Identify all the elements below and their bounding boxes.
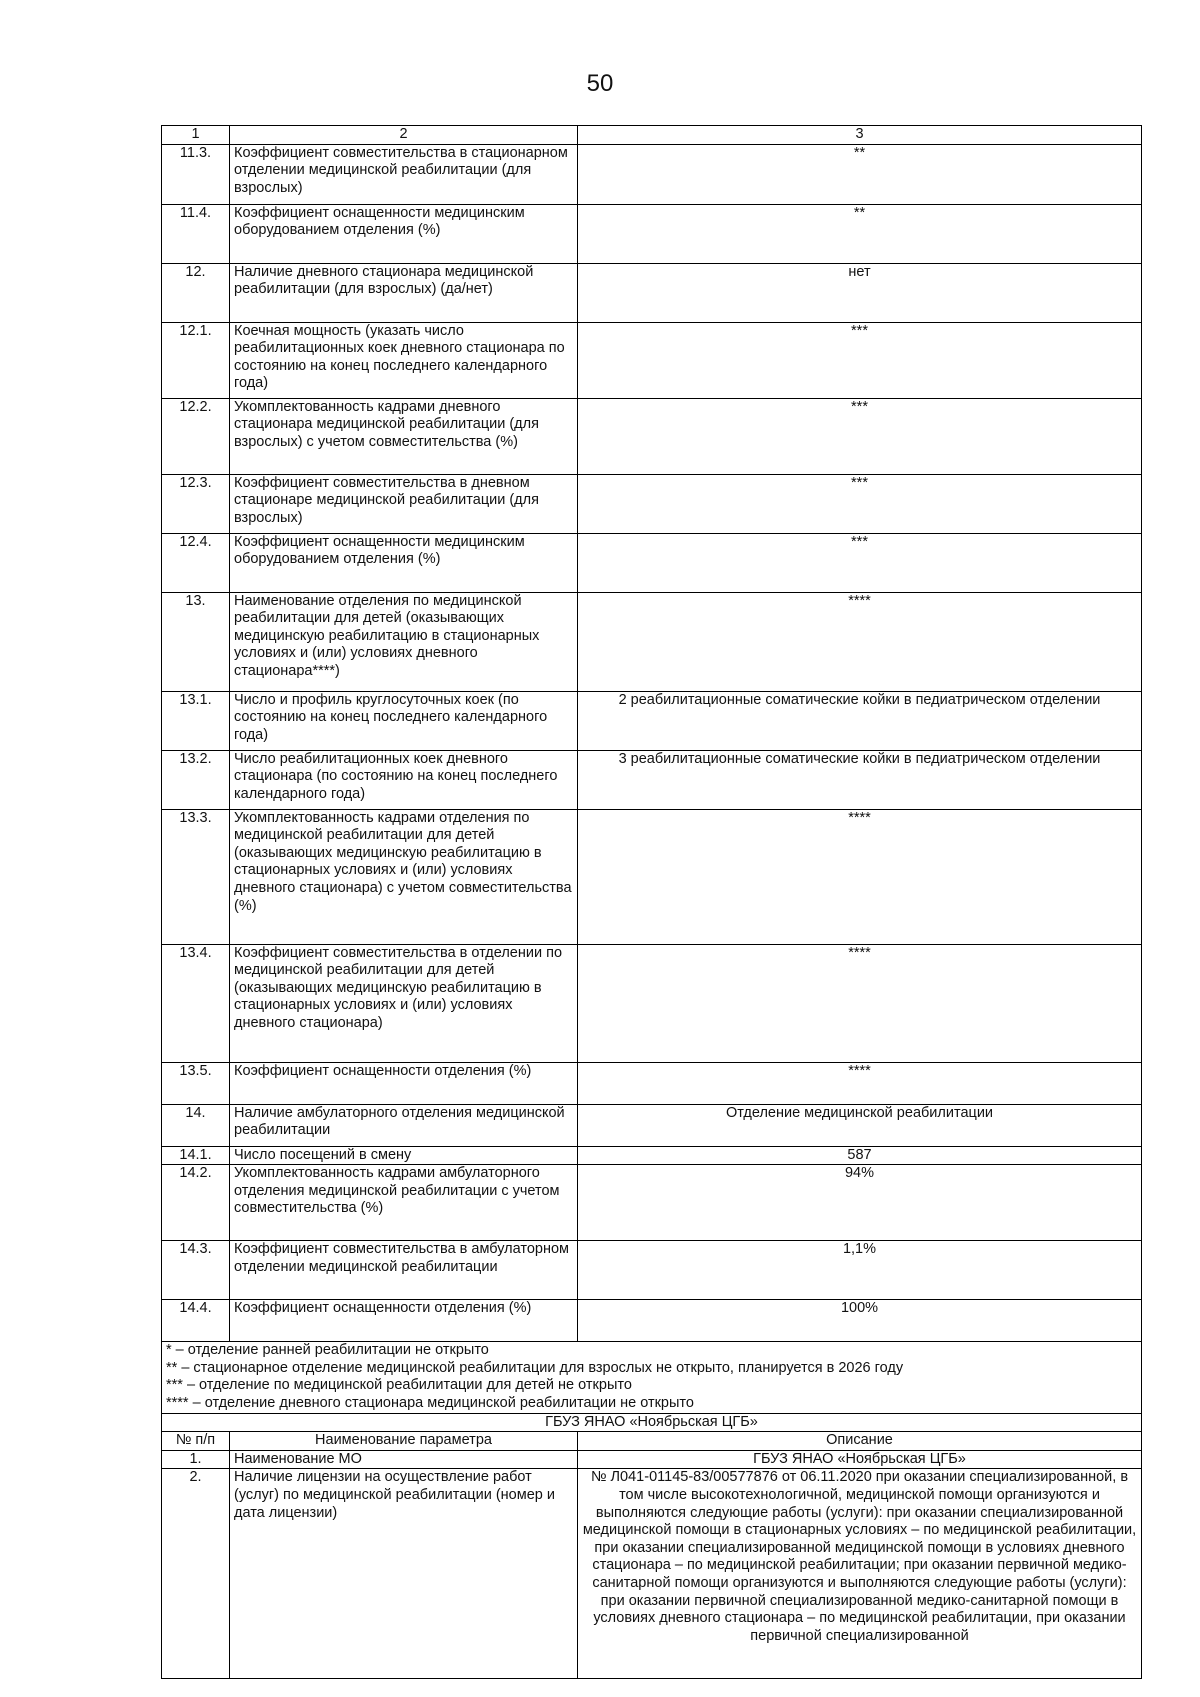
row-number: 12.1. (162, 322, 230, 398)
table-row (162, 944, 1142, 1062)
table-row (162, 144, 1142, 204)
table-row (162, 691, 1142, 750)
row-number: 12.2. (162, 398, 230, 474)
parameter-name: Коэффициент оснащенности отделения (%) (230, 1062, 578, 1104)
table-row (162, 1146, 1142, 1165)
parameter-name: Коечная мощность (указать число реабилитационных коек дневного стационара по состоянию на конец последнего календарного года) (230, 322, 578, 398)
parameter-value: **** (578, 809, 1142, 944)
parameter-name: Наличие амбулаторного отделения медицинской реабилитации (230, 1104, 578, 1146)
page-number: 50 (586, 70, 614, 97)
parameter-value: **** (578, 592, 1142, 691)
row-number: 13.4. (162, 944, 230, 1062)
table-row (162, 1104, 1142, 1146)
parameter-name: Коэффициент совместительства в дневном стационаре медицинской реабилитации (для взрослых) (230, 474, 578, 533)
row-number: 13.5. (162, 1062, 230, 1104)
footnotes (162, 1342, 1142, 1413)
parameter-value: *** (578, 322, 1142, 398)
header-parameter: Наименование параметра (230, 1432, 578, 1451)
parameter-name: Укомплектованность кадрами отделения по медицинской реабилитации для детей (оказывающих медицинскую реабилитацию в стационарных условиях и (или) условиях дневного стационара) с учетом совместительства (%) (230, 809, 578, 944)
parameter-value: **** (578, 1062, 1142, 1104)
parameter-name: Коэффициент оснащенности медицинским оборудованием отделения (%) (230, 533, 578, 592)
row-number: 14.1. (162, 1146, 230, 1165)
parameter-value: ** (578, 144, 1142, 204)
header-description: Описание (578, 1432, 1142, 1451)
parameter-value: 94% (578, 1165, 1142, 1241)
parameter-value: Отделение медицинской реабилитации (578, 1104, 1142, 1146)
parameter-name: Коэффициент совместительства в отделении по медицинской реабилитации для детей (оказывающих медицинскую реабилитацию в стационарных условиях и (или) условиях дневного стационара) (230, 944, 578, 1062)
column-number-1: 1 (162, 126, 230, 145)
parameter-name: Коэффициент оснащенности отделения (%) (230, 1300, 578, 1342)
document-table (161, 125, 1142, 1679)
table-row (162, 1450, 1142, 1469)
table-row (162, 398, 1142, 474)
table-row (162, 750, 1142, 809)
parameter-name: Наименование отделения по медицинской реабилитации для детей (оказывающих медицинскую реабилитацию в стационарных условиях и (или) условиях дневного стационара****) (230, 592, 578, 691)
parameter-value: 1,1% (578, 1241, 1142, 1300)
table-row (162, 474, 1142, 533)
footnotes-row (162, 1342, 1142, 1413)
parameter-name: Число и профиль круглосуточных коек (по состоянию на конец последнего календарного года) (230, 691, 578, 750)
parameter-value: нет (578, 263, 1142, 322)
table-row (162, 809, 1142, 944)
table-row (162, 1469, 1142, 1679)
row-number: 14. (162, 1104, 230, 1146)
footnote: *** – отделение по медицинской реабилитации для детей не открыто (166, 1377, 632, 1394)
parameter-value: № Л041-01145-83/00577876 от 06.11.2020 при оказании специализированной, в том числе высокотехнологичной, медицинской помощи организуются и выполняются следующие работы (услуги): при оказании специализированной медицинской помощи в стационарных условиях – по медицинской реабилитации, при оказании специализированной медицинской помощи в условиях дневного стационара – по медицинской реабилитации; при оказании первичной медико-санитарной помощи организуются и выполняются следующие работы (услуги): при оказании первичной специализированной медико-санитарной помощи в условиях дневного стационара – по медицинской реабилитации, при оказании первичной специализированной (578, 1469, 1142, 1679)
footnote: ** – стационарное отделение медицинской реабилитации для взрослых не открыто, планируется в 2026 году (166, 1359, 904, 1376)
row-number: 13. (162, 592, 230, 691)
footnote: * – отделение ранней реабилитации не открыто (166, 1342, 489, 1359)
parameter-value: 2 реабилитационные соматические койки в педиатрическом отделении (578, 691, 1142, 750)
parameter-value: ГБУЗ ЯНАО «Ноябрьская ЦГБ» (578, 1450, 1142, 1469)
parameter-value: ** (578, 204, 1142, 263)
table-row (162, 1300, 1142, 1342)
table-row (162, 533, 1142, 592)
table-row (162, 263, 1142, 322)
parameter-name: Наличие лицензии на осуществление работ (услуг) по медицинской реабилитации (номер и дата лицензии) (230, 1469, 578, 1679)
parameter-name: Коэффициент совместительства в стационарном отделении медицинской реабилитации (для взрослых) (230, 144, 578, 204)
section-title-row (162, 1413, 1142, 1432)
column-number-2: 2 (230, 126, 578, 145)
parameter-name: Укомплектованность кадрами дневного стационара медицинской реабилитации (для взрослых) с учетом совместительства (%) (230, 398, 578, 474)
row-number: 14.4. (162, 1300, 230, 1342)
row-number: 13.1. (162, 691, 230, 750)
row-number: 13.3. (162, 809, 230, 944)
row-number: 12.3. (162, 474, 230, 533)
column-number-row (162, 126, 1142, 145)
row-number: 2. (162, 1469, 230, 1679)
parameter-value: *** (578, 474, 1142, 533)
table-row (162, 592, 1142, 691)
row-number: 14.2. (162, 1165, 230, 1241)
parameter-value: *** (578, 398, 1142, 474)
parameter-value: 3 реабилитационные соматические койки в педиатрическом отделении (578, 750, 1142, 809)
column-number-3: 3 (578, 126, 1142, 145)
parameter-name: Коэффициент совместительства в амбулаторном отделении медицинской реабилитации (230, 1241, 578, 1300)
table-row (162, 1062, 1142, 1104)
section-header-row (162, 1432, 1142, 1451)
row-number: 11.3. (162, 144, 230, 204)
row-number: 14.3. (162, 1241, 230, 1300)
row-number: 12.4. (162, 533, 230, 592)
table-row (162, 1165, 1142, 1241)
parameter-name: Наименование МО (230, 1450, 578, 1469)
table-row (162, 322, 1142, 398)
parameter-name: Наличие дневного стационара медицинской реабилитации (для взрослых) (да/нет) (230, 263, 578, 322)
row-number: 11.4. (162, 204, 230, 263)
parameter-name: Число реабилитационных коек дневного стационара (по состоянию на конец последнего календарного года) (230, 750, 578, 809)
row-number: 12. (162, 263, 230, 322)
parameter-name: Число посещений в смену (230, 1146, 578, 1165)
parameter-value: *** (578, 533, 1142, 592)
row-number: 13.2. (162, 750, 230, 809)
parameter-name: Коэффициент оснащенности медицинским оборудованием отделения (%) (230, 204, 578, 263)
parameter-value: **** (578, 944, 1142, 1062)
section-title: ГБУЗ ЯНАО «Ноябрьская ЦГБ» (162, 1413, 1142, 1432)
footnote: **** – отделение дневного стационара медицинской реабилитации не открыто (166, 1394, 694, 1411)
row-number: 1. (162, 1450, 230, 1469)
parameter-value: 587 (578, 1146, 1142, 1165)
table-row (162, 1241, 1142, 1300)
header-number: № п/п (162, 1432, 230, 1451)
table-row (162, 204, 1142, 263)
parameter-value: 100% (578, 1300, 1142, 1342)
parameter-name: Укомплектованность кадрами амбулаторного отделения медицинской реабилитации с учетом совместительства (%) (230, 1165, 578, 1241)
